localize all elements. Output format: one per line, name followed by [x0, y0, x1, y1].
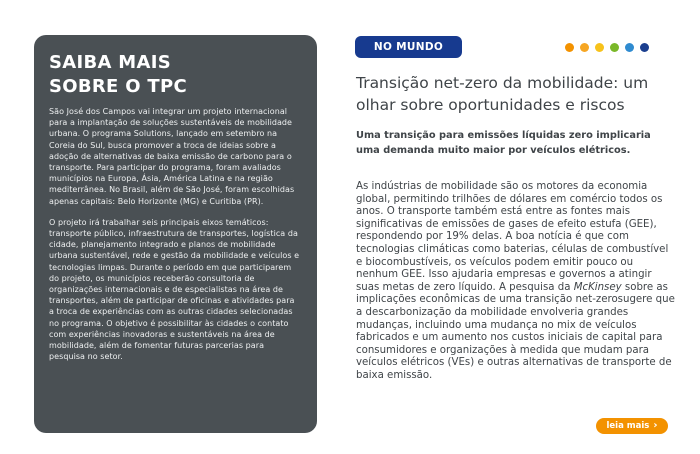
article-body-part-2: sobre as implicações econômicas de uma transição net-zerosugere que a descarbonização da mobilidade envolveria grandes mudanças, incluindo uma mudança no mix de veículos fabricados e um aumento nos custos iniciais de capital para consumidores e organizações à medida que mudam para veículos elétricos (VEs) e outras alternativas de transporte de baixa emissão. [356, 281, 675, 381]
decorative-dot-2 [580, 43, 589, 52]
sidebar-paragraph-1: São José dos Campos vai integrar um projeto internacional para a implantação de soluções sustentáveis de mobilidade urbana. O programa Solutions, lançado em setembro na Coreia do Sul, busca promover a troca de ideias sobre a adoção de alternativas de baixa emissão de carbono para o transporte. Para participar do programa, foram avaliados municípios na Europa, Ásia, América Latina e na região mediterrânea. No Brasil, além de São José, foram escolhidas apenas capitais: Belo Horizonte (MG) e Curitiba (PR). [49, 107, 295, 206]
article-body-italic: McKinsey [573, 281, 622, 293]
sidebar-paragraph-2: O projeto irá trabalhar seis principais eixos temáticos: transporte público, infraestrutura de transportes, logística da cidade, planejamento integrado e planos de mobilidade urbana sustentável, rede e gestão da mobilidade e veículos e tecnologias limpas. Durante o período em que participarem do projeto, os municípios receberão consultoria de organizações internacionais e de especialistas na área de transportes, além de participar de oficinas e atividades para a troca de experiências com as outras cidades selecionadas no programa. O objetivo é possibilitar às cidades o contato com experiências inovadoras e sustentáveis na área de mobilidade, além de fomentar futuras parcerias para pesquisa no setor. [49, 217, 300, 362]
sidebar-title [49, 51, 302, 99]
decorative-dot-6 [640, 43, 649, 52]
decorative-dot-3 [595, 43, 604, 52]
read-more-label: leia mais [606, 421, 650, 431]
decorative-dot-4 [610, 43, 619, 52]
article-body-part-1: As indústrias de mobilidade são os motores da economia global, permitindo trilhões de dólares em comércio todos os anos. O transporte também está entre as fontes mais significativas de emissões de gases de efeito estufa (GEE), respondendo por 19% delas. A boa notícia é que com tecnologias climáticas como baterias, células de combustível e biocombustíveis, os veículos podem emitir pouco ou nenhum GEE. Isso ajudaria empresas e governos a atingir suas metas de zero líquido. A pesquisa da [356, 181, 669, 293]
article-lead: Uma transição para emissões líquidas zero implicaria uma demanda muito maior por veículos elétricos. [356, 130, 651, 156]
article-body [356, 181, 676, 383]
decorative-dot-1 [565, 43, 574, 52]
sidebar-card [34, 35, 317, 433]
sidebar-title-line-2: SOBRE O TPC [49, 76, 187, 97]
article-title: Transição net-zero da mobilidade: um olhar sobre oportunidades e riscos [356, 74, 649, 114]
section-tag: NO MUNDO [355, 36, 462, 58]
decorative-dots [565, 43, 649, 53]
read-more-button[interactable] [596, 418, 668, 434]
decorative-dot-5 [625, 43, 634, 52]
chevron-right-icon: › [653, 420, 658, 431]
sidebar-title-line-1: SAIBA MAIS [49, 52, 172, 73]
